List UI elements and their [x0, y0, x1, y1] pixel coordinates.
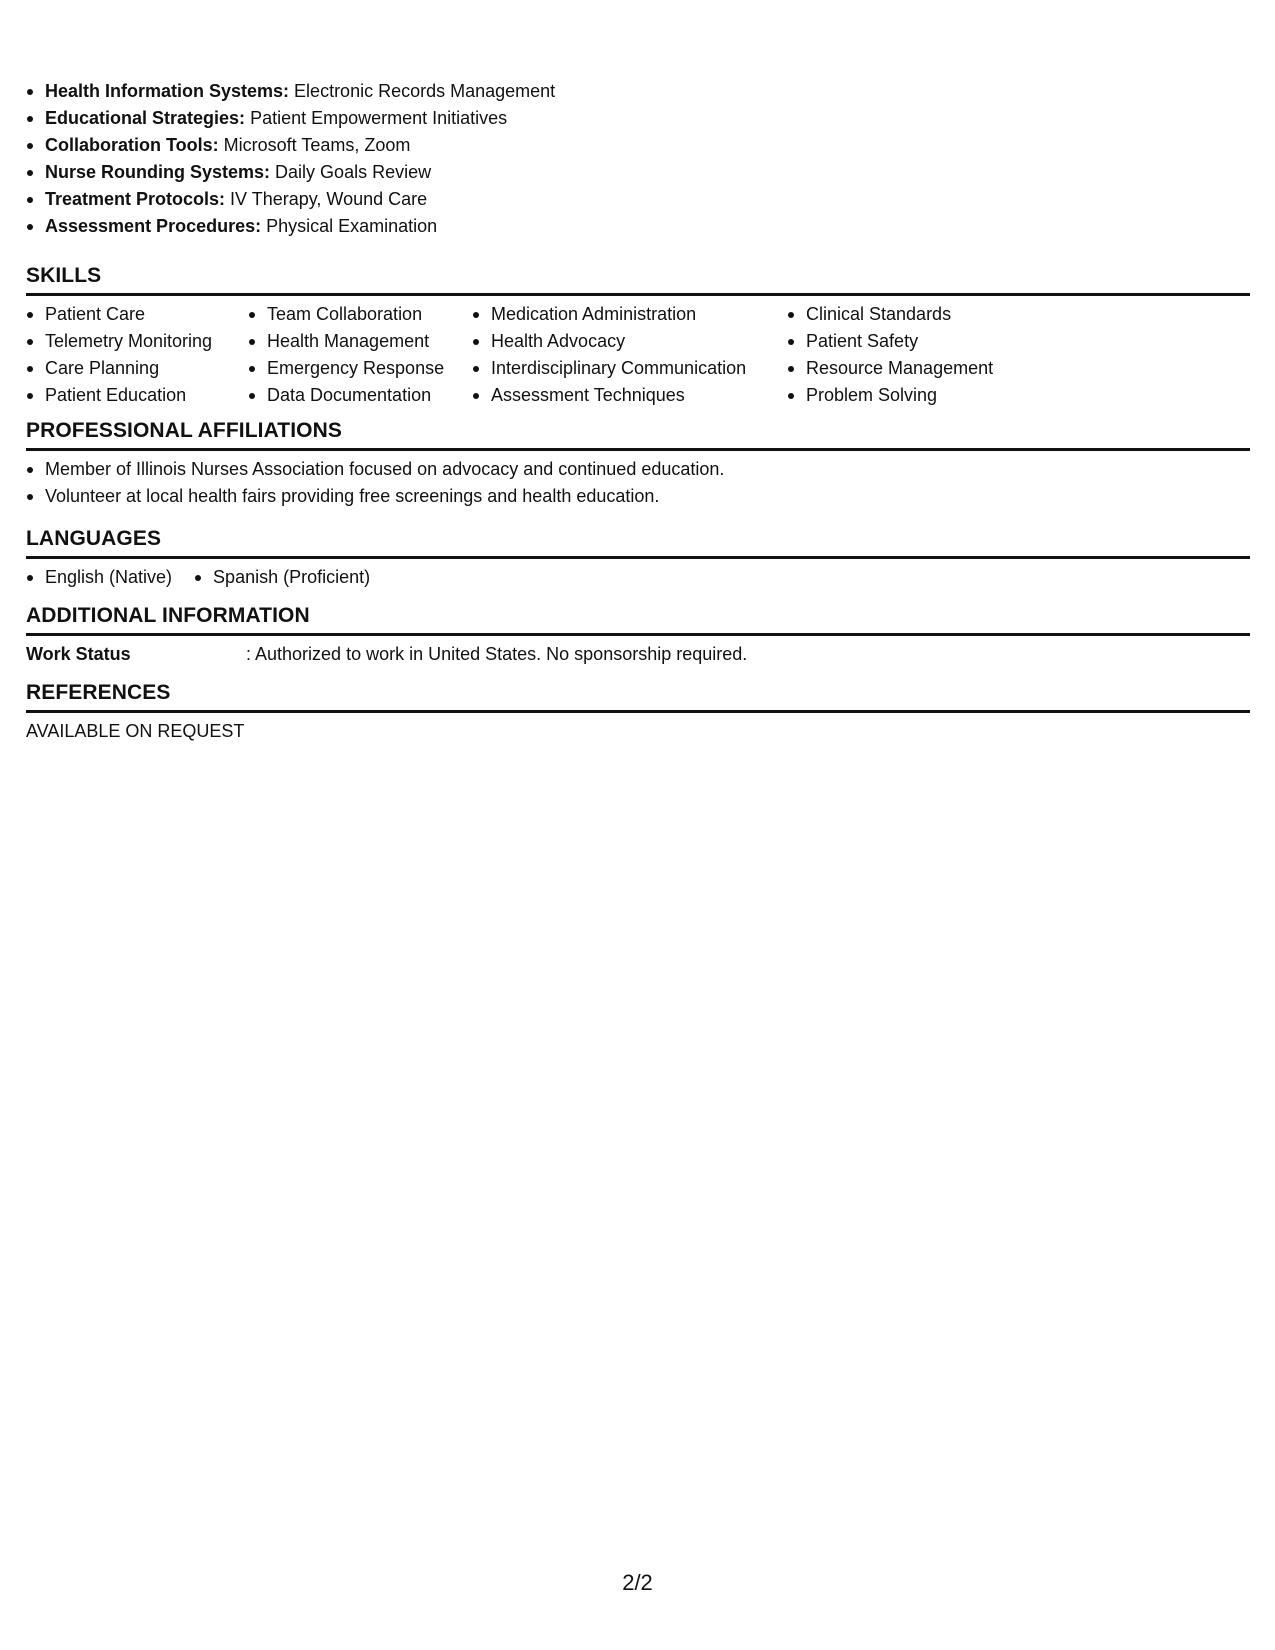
list-item [26, 186, 1250, 213]
section-divider [26, 710, 1250, 713]
skill-item: Interdisciplinary Communication [472, 355, 787, 382]
tool-value: IV Therapy, Wound Care [225, 189, 428, 209]
references-text: AVAILABLE ON REQUEST [26, 721, 245, 741]
list-item [26, 159, 1250, 186]
tool-value: Daily Goals Review [270, 162, 432, 182]
list-item [26, 105, 1250, 132]
tool-label: Treatment Protocols: [45, 189, 226, 209]
skill-item: Clinical Standards [787, 301, 1087, 328]
resume-page [26, 78, 1250, 745]
skills-column-2 [248, 301, 472, 409]
skill-item: Patient Education [26, 382, 248, 409]
skill-item: Emergency Response [248, 355, 472, 382]
skill-item: Care Planning [26, 355, 248, 382]
list-item [26, 213, 1250, 240]
affiliation-item: Member of Illinois Nurses Association focused on advocacy and continued education. [26, 456, 1250, 483]
skill-item: Team Collaboration [248, 301, 472, 328]
tool-value: Patient Empowerment Initiatives [245, 108, 508, 128]
skill-item: Data Documentation [248, 382, 472, 409]
languages-list [26, 564, 1250, 591]
references-section [26, 680, 1250, 745]
skill-item: Medication Administration [472, 301, 787, 328]
section-title-skills: SKILLS [26, 264, 102, 287]
page-number: 2/2 [622, 1570, 653, 1595]
tool-value: Physical Examination [261, 216, 438, 236]
affiliations-list [26, 456, 1250, 510]
list-item [26, 132, 1250, 159]
skill-item: Telemetry Monitoring [26, 328, 248, 355]
tools-list [26, 78, 1250, 240]
languages-section [26, 526, 1250, 591]
affiliations-section [26, 418, 1250, 510]
section-divider [26, 293, 1250, 296]
skill-item: Health Management [248, 328, 472, 355]
skill-item: Assessment Techniques [472, 382, 787, 409]
tool-label: Collaboration Tools: [45, 135, 219, 155]
section-divider [26, 633, 1250, 636]
skill-item: Patient Care [26, 301, 248, 328]
tool-value: Electronic Records Management [289, 81, 556, 101]
tool-label: Health Information Systems: [45, 81, 290, 101]
skills-grid [26, 301, 1250, 409]
language-item: Spanish (Proficient) [194, 564, 370, 591]
skills-column-4 [787, 301, 1087, 409]
skill-item: Problem Solving [787, 382, 1087, 409]
tool-label: Assessment Procedures: [45, 216, 262, 236]
section-title-languages: LANGUAGES [26, 527, 162, 550]
list-item [26, 78, 1250, 105]
tool-label: Educational Strategies: [45, 108, 246, 128]
additional-info-section [26, 603, 1250, 668]
skills-column-1 [26, 301, 248, 409]
work-status-label: Work Status [26, 644, 131, 664]
section-title-additional: ADDITIONAL INFORMATION [26, 604, 310, 627]
section-divider [26, 556, 1250, 559]
section-title-references: REFERENCES [26, 681, 171, 704]
work-status-row [26, 641, 1250, 668]
tool-value: Microsoft Teams, Zoom [218, 135, 411, 155]
tool-label: Nurse Rounding Systems: [45, 162, 271, 182]
skill-item: Patient Safety [787, 328, 1087, 355]
language-item: English (Native) [26, 564, 172, 591]
skill-item: Health Advocacy [472, 328, 787, 355]
skill-item: Resource Management [787, 355, 1087, 382]
skills-column-3 [472, 301, 787, 409]
section-divider [26, 448, 1250, 451]
skills-section [26, 263, 1250, 409]
affiliation-item: Volunteer at local health fairs providing free screenings and health education. [26, 483, 1250, 510]
section-title-affiliations: PROFESSIONAL AFFILIATIONS [26, 419, 342, 442]
work-status-value: : Authorized to work in United States. No sponsorship required. [246, 644, 748, 664]
